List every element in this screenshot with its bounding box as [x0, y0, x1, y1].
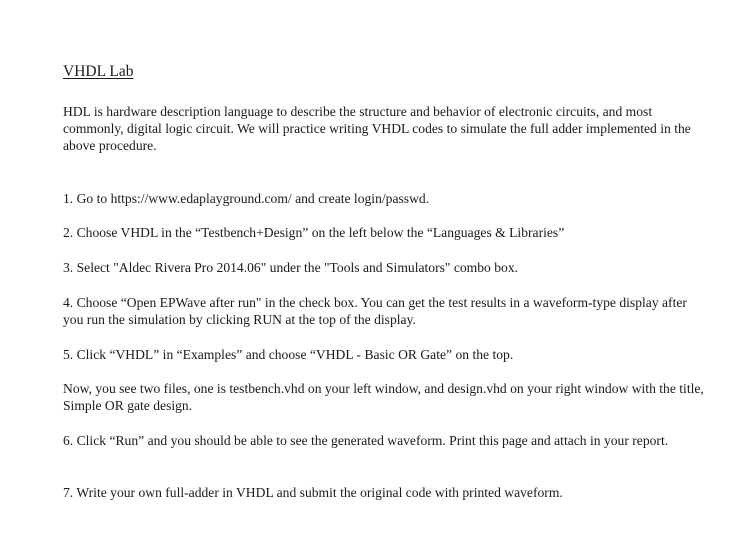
step-5: 5. Click “VHDL” in “Examples” and choose “VHDL - Basic OR Gate” on the top. [63, 347, 514, 362]
step-3: 3. Select "Aldec Rivera Pro 2014.06" under the "Tools and Simulators" combo box. [63, 260, 519, 275]
intro-paragraph: HDL is hardware description language to describe the structure and behavior of electronic circuits, and most commonly, digital logic circuit. We will practice writing VHDL codes to simulate the full adder implemented in the above procedure. [63, 104, 691, 153]
step-2: 2. Choose VHDL in the “Testbench+Design” on the left below the “Languages & Libraries” [63, 225, 565, 240]
step-4: 4. Choose “Open EPWave after run" in the check box. You can get the test results in a waveform-type display after you run the simulation by clicking RUN at the top of the display. [63, 295, 687, 327]
document-title: VHDL Lab [63, 63, 134, 80]
step-6: 6. Click “Run” and you should be able to see the generated waveform. Print this page and attach in your report. [63, 433, 669, 448]
document-page [63, 62, 708, 500]
files-note: Now, you see two files, one is testbench.vhd on your left window, and design.vhd on your right window with the title, Simple OR gate design. [63, 381, 704, 413]
step-7: 7. Write your own full-adder in VHDL and submit the original code with printed waveform. [63, 485, 563, 500]
step-1: 1. Go to https://www.edaplayground.com/ and create login/passwd. [63, 191, 430, 206]
